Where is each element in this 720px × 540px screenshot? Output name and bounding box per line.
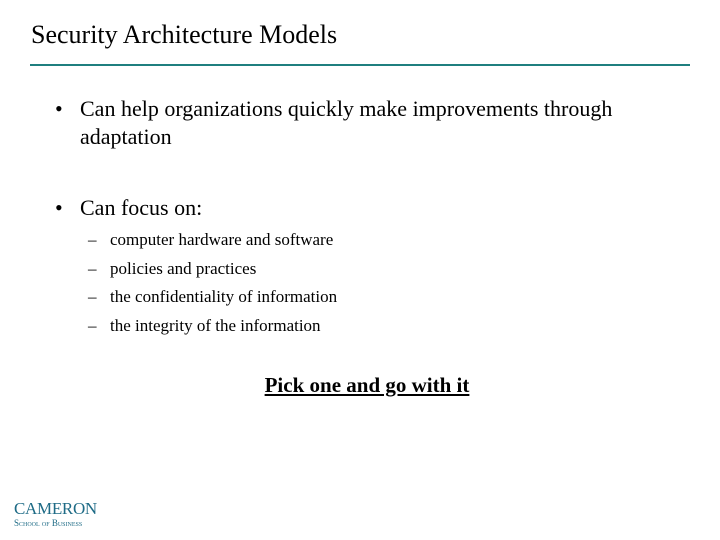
slide-title: Security Architecture Models bbox=[31, 20, 338, 49]
callout-text: Pick one and go with it bbox=[264, 373, 470, 397]
dash-marker: – bbox=[88, 287, 97, 306]
dash-marker: – bbox=[88, 258, 97, 278]
bullet-improvements: Can help organizations quickly make improvements through adaptation bbox=[80, 96, 613, 149]
sub-item-text: the integrity of the information bbox=[110, 315, 321, 335]
logo-wordmark: CAMERON bbox=[14, 499, 97, 518]
list-item bbox=[88, 283, 337, 312]
bullet-marker: • bbox=[55, 96, 63, 121]
sub-item-text: policies and practices bbox=[110, 258, 257, 278]
dash-marker: – bbox=[88, 230, 97, 249]
sub-item-text: computer hardware and software bbox=[110, 230, 334, 249]
focus-sub-list bbox=[88, 226, 337, 340]
dash-marker: – bbox=[88, 315, 97, 335]
sub-item-text: the confidentiality of information bbox=[110, 287, 338, 306]
list-item bbox=[88, 312, 337, 341]
cameron-logo bbox=[14, 500, 97, 528]
bullet-marker: • bbox=[55, 195, 63, 220]
title-divider bbox=[30, 64, 690, 66]
logo-subtitle: School of Business bbox=[14, 518, 83, 528]
list-item bbox=[88, 255, 337, 284]
list-item bbox=[88, 226, 337, 255]
bullet-focus: Can focus on: bbox=[80, 195, 203, 220]
